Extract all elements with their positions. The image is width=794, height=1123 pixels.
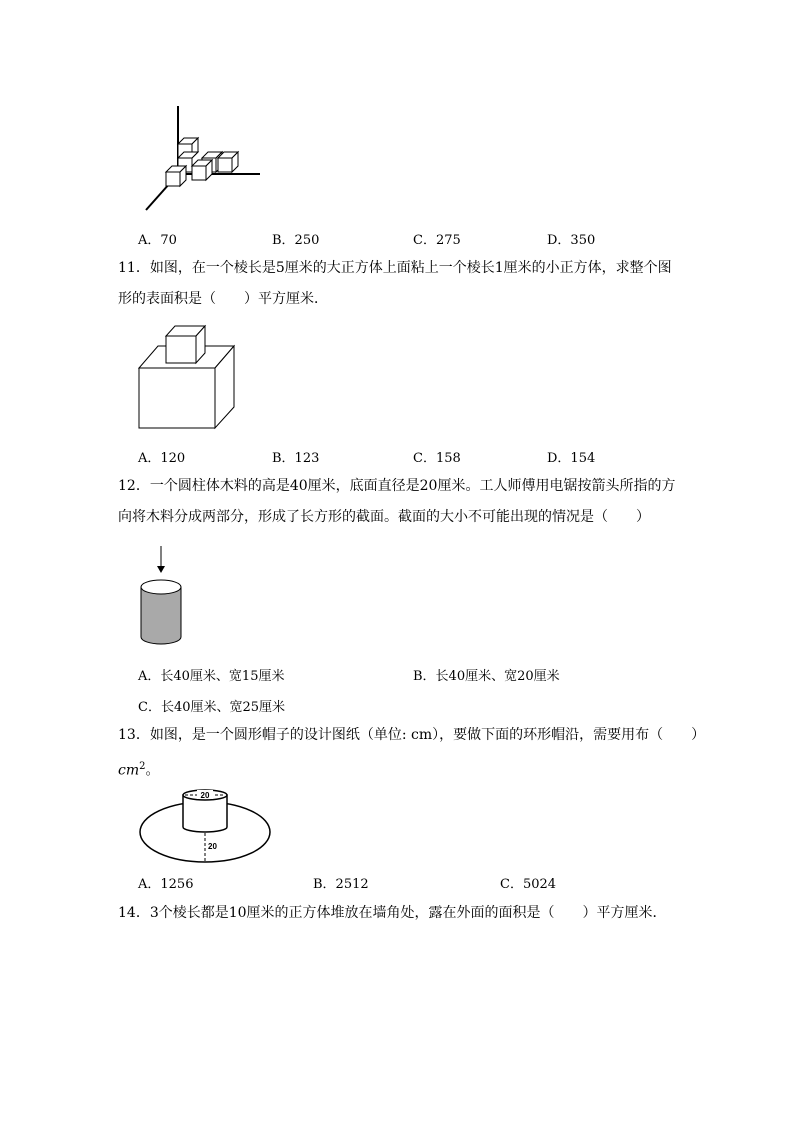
q12-option-c[interactable]: C．长40厘米、宽25厘米 [138, 700, 286, 715]
q13-option-b[interactable]: B．2512 [313, 877, 369, 892]
q13-unit-exp: 2 [139, 761, 146, 772]
hat-figure [138, 785, 273, 865]
hat-top-label: 20 [200, 791, 210, 800]
q13-option-a[interactable]: A．1256 [138, 877, 194, 892]
cube-on-cube-figure [138, 325, 238, 430]
question-13 [118, 720, 706, 787]
q12-line2: 向将木料分成两部分，形成了长方形的截面。截面的大小不可能出现的情况是（ ） [118, 509, 650, 525]
q13-option-c[interactable]: C．5024 [500, 877, 557, 892]
question-11 [118, 253, 678, 315]
q11-option-c[interactable]: C．158 [413, 451, 461, 466]
q10-option-c[interactable]: C．275 [413, 233, 461, 248]
cylinder-figure [138, 545, 188, 647]
question-12 [118, 471, 678, 533]
q13-unit: cm [118, 762, 140, 779]
hat-side-label: 20 [208, 842, 217, 851]
q10-option-a[interactable]: A．70 [138, 233, 177, 248]
q11-option-b[interactable]: B．123 [272, 451, 320, 466]
q11-line2: 形的表面积是（ ）平方厘米． [118, 291, 328, 307]
q11-option-a[interactable]: A．120 [138, 451, 186, 466]
q11-option-d[interactable]: D．154 [547, 451, 596, 466]
q12-option-a[interactable]: A．长40厘米、宽15厘米 [138, 669, 285, 684]
q13-line2 [118, 751, 678, 787]
question-14 [118, 898, 678, 929]
q12-line1: 12．一个圆柱体木料的高是40厘米，底面直径是20厘米。工人师傅用电锯按箭头所指的方 [118, 478, 676, 494]
q11-line1: 11．如图，在一个棱长是5厘米的大正方体上面粘上一个棱长1厘米的小正方体，求整个图 [118, 260, 672, 276]
q10-option-d[interactable]: D．350 [547, 233, 596, 248]
q14-line1: 14．3个棱长都是10厘米的正方体堆放在墙角处，露在外面的面积是（ ）平方厘米． [118, 905, 667, 921]
q12-option-b[interactable]: B．长40厘米、宽20厘米 [413, 669, 560, 684]
corner-cubes-figure [140, 100, 270, 215]
q10-option-b[interactable]: B．250 [272, 233, 320, 248]
q13-unit-suffix: 。 [145, 762, 160, 779]
q13-line1: 13．如图，是一个圆形帽子的设计图纸（单位: cm），要做下面的环形帽沿，需要用布（ ） [118, 727, 706, 743]
